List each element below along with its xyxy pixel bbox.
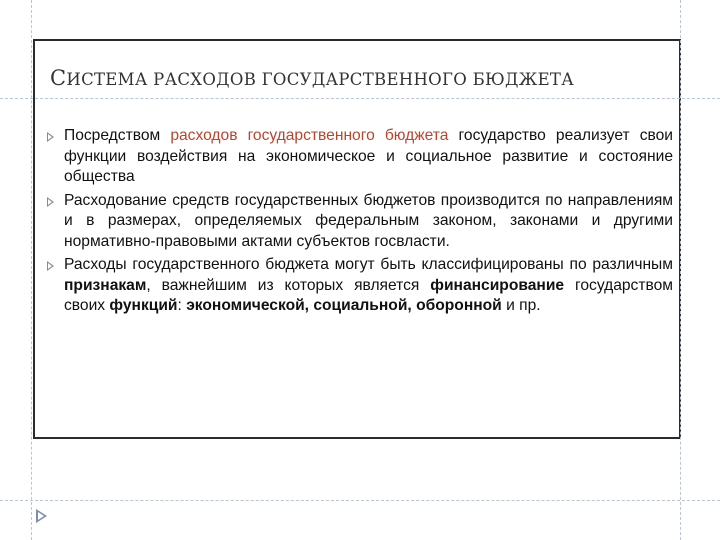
bold-text: функций — [109, 297, 178, 314]
bullet-text: государство реализует свои функции воздействия на экономическое и социальное развитие и состояние общества — [64, 127, 674, 185]
footer-guide-line — [0, 500, 720, 501]
bullet-text: , важнейшим из которых является — [146, 276, 431, 294]
bold-text: признакам — [64, 276, 147, 294]
bullet-text: Расходование средств государственных бюджетов производится по направлениям и в размерах, определяемых федеральным законом, законами и другими нормативно-правовыми актами субъектов госвласти. — [64, 191, 673, 250]
title-guide-line — [0, 98, 720, 99]
next-slide-arrow-icon[interactable] — [36, 509, 47, 523]
bullet-text: государством своих — [64, 276, 673, 314]
bold-text: экономической, социальной, оборонной — [186, 297, 502, 314]
title-initial: С — [50, 66, 67, 90]
left-guide-line — [31, 0, 32, 540]
bullet-text: и пр. — [501, 297, 541, 314]
bullet-text: Посредством — [64, 127, 171, 144]
bullet-item — [45, 255, 673, 317]
bullet-item — [45, 191, 673, 253]
slide-title — [50, 66, 690, 90]
triangle-bullet-icon — [47, 132, 54, 142]
bullet-item — [45, 126, 673, 188]
triangle-bullet-icon — [47, 261, 54, 271]
bullet-list — [45, 126, 673, 320]
highlighted-text: расходов государственного бюджета — [170, 127, 449, 144]
bullet-text: : — [177, 297, 187, 314]
triangle-bullet-icon — [47, 197, 54, 207]
bullet-text: Расходы государственного бюджета могут быть классифицированы по различным — [64, 256, 673, 273]
bold-text: финансирование — [430, 276, 565, 294]
title-rest: ИСТЕМА РАСХОДОВ ГОСУДАРСТВЕННОГО БЮДЖЕТА — [66, 70, 575, 89]
